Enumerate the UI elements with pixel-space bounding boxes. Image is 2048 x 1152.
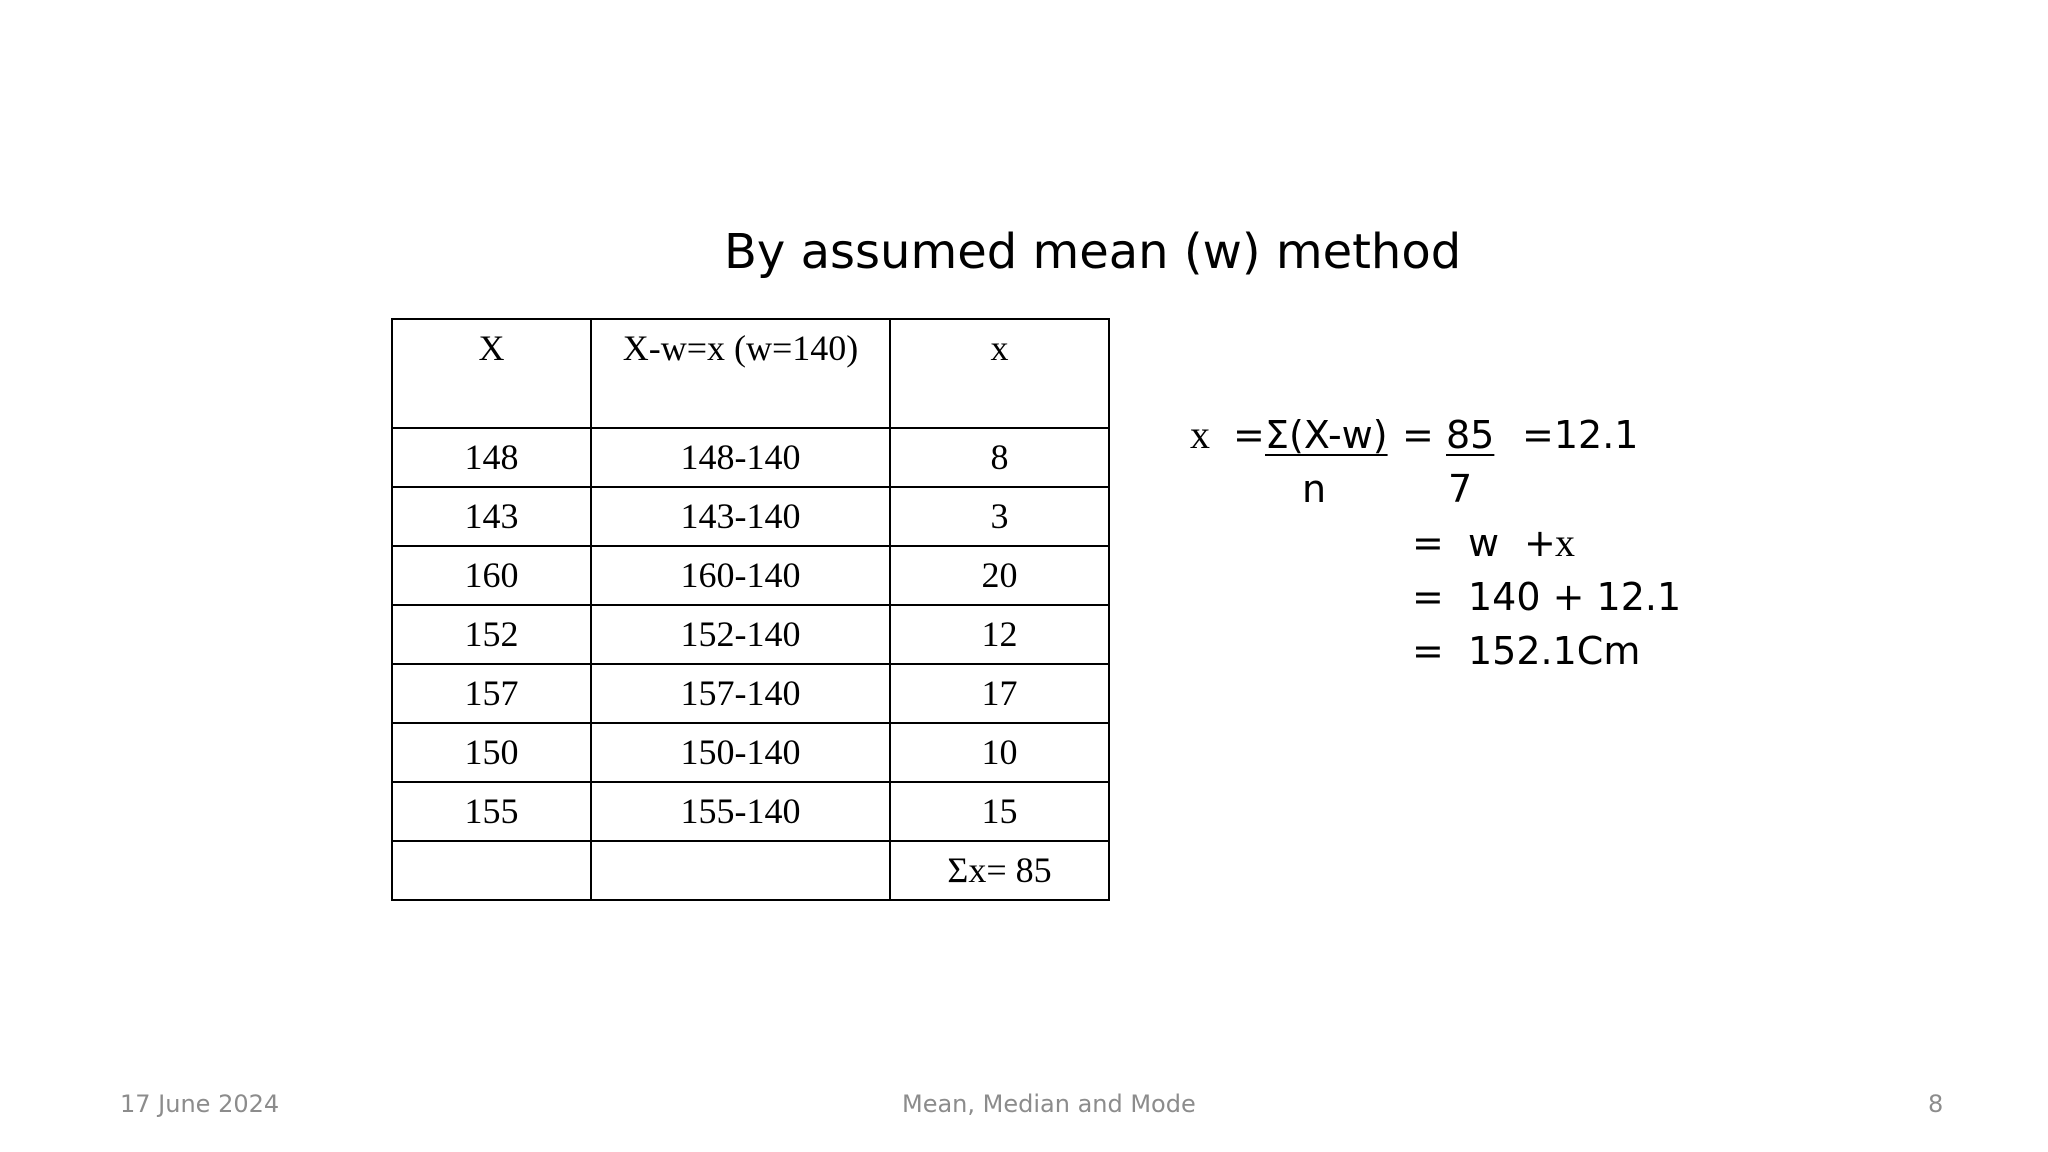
cell-deviation: 160-140 (591, 546, 890, 605)
header-x: x (890, 319, 1109, 428)
formula-line4: = 152.1Cm (1412, 629, 1641, 673)
footer-page-number: 8 (1928, 1090, 1944, 1118)
formula-line3: = 140 + 12.1 (1412, 575, 1682, 619)
cell-X: 150 (392, 723, 591, 782)
header-deviation: X-w=x (w=140) (591, 319, 890, 428)
cell-deviation (591, 841, 890, 900)
table-row (392, 546, 1109, 605)
table-row-total (392, 841, 1109, 900)
formula-xbar: x (1190, 412, 1210, 457)
cell-deviation: 155-140 (591, 782, 890, 841)
cell-x: 20 (890, 546, 1109, 605)
cell-x: 3 (890, 487, 1109, 546)
cell-X: 155 (392, 782, 591, 841)
cell-deviation: 150-140 (591, 723, 890, 782)
formula-line2-plus: + (1524, 521, 1556, 565)
formula-denominator-7: 7 (1448, 467, 1473, 511)
formula-eq2: = (1402, 413, 1434, 457)
formula-line2-w: w (1468, 521, 1500, 565)
cell-x: 10 (890, 723, 1109, 782)
formula-eq1: = (1233, 413, 1265, 457)
formula-denominator-n: n (1302, 467, 1327, 511)
data-table (391, 318, 1110, 901)
table-row (392, 605, 1109, 664)
cell-deviation: 152-140 (591, 605, 890, 664)
table-row (392, 723, 1109, 782)
table-row (392, 428, 1109, 487)
cell-X (392, 841, 591, 900)
cell-X: 148 (392, 428, 591, 487)
cell-x: 12 (890, 605, 1109, 664)
cell-deviation: 157-140 (591, 664, 890, 723)
formula-result1: =12.1 (1522, 413, 1639, 457)
cell-deviation: 143-140 (591, 487, 890, 546)
formula-line2-eq: = (1412, 521, 1444, 565)
cell-X: 152 (392, 605, 591, 664)
table-row (392, 487, 1109, 546)
cell-X: 143 (392, 487, 591, 546)
table-header-row (392, 319, 1109, 428)
slide-title: By assumed mean (w) method (724, 224, 1462, 280)
formula-sum-numerator: Σ(X-w) (1265, 413, 1388, 457)
cell-deviation: 148-140 (591, 428, 890, 487)
cell-X: 157 (392, 664, 591, 723)
formula-line2-x: x (1555, 520, 1575, 565)
cell-x: 8 (890, 428, 1109, 487)
sum-x-cell: Σx= 85 (890, 841, 1109, 900)
footer-date: 17 June 2024 (120, 1090, 280, 1118)
table-row (392, 782, 1109, 841)
table-row (392, 664, 1109, 723)
cell-x: 15 (890, 782, 1109, 841)
formula-value-numerator: 85 (1446, 413, 1495, 457)
footer-title: Mean, Median and Mode (902, 1090, 1196, 1118)
header-X: X (392, 319, 591, 428)
cell-X: 160 (392, 546, 591, 605)
cell-x: 17 (890, 664, 1109, 723)
